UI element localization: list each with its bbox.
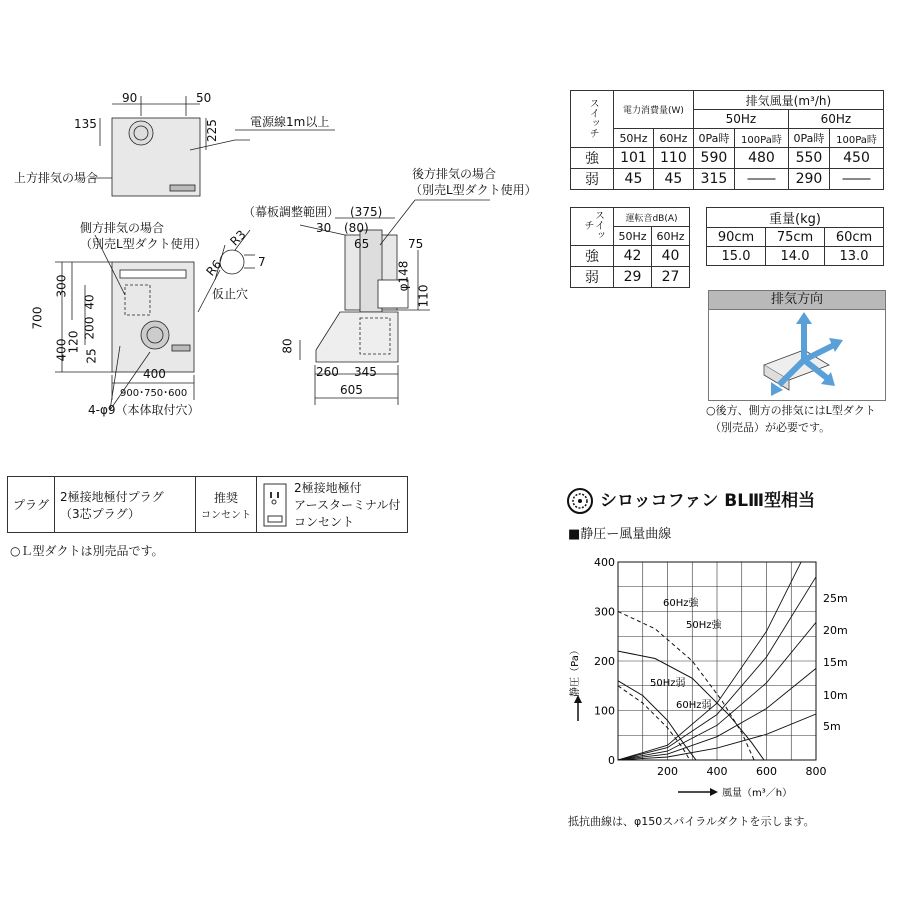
row-weak-a60-0: 290 <box>788 169 829 190</box>
row-weak-c50: 45 <box>614 169 654 190</box>
curve-title: ■静圧ー風量曲線 <box>568 527 672 542</box>
row-weak-a50-100: ―― <box>734 169 788 190</box>
resistance-label: 25m <box>823 592 848 605</box>
y-tick-label: 300 <box>594 605 615 619</box>
noise-50hz: 50Hz <box>614 227 652 246</box>
series-label: 60Hz弱 <box>676 700 712 711</box>
resistance-curve <box>618 550 811 760</box>
x-tick-label: 600 <box>756 765 777 778</box>
dim-30: 30 <box>316 221 332 235</box>
series-label: 50Hz強 <box>686 620 722 631</box>
dim-400-h: 400 <box>143 367 166 381</box>
dim-375: (375) <box>350 205 383 219</box>
exhaust-note-2: （別売品）が必要です。 <box>710 421 831 434</box>
row-weak-c60: 45 <box>653 169 693 190</box>
dim-300: 300 <box>54 274 69 298</box>
pa0-60: 0Pa時 <box>788 129 829 148</box>
outlet-icon <box>262 482 288 528</box>
x-tick-label: 400 <box>706 765 728 778</box>
pa0-50: 0Pa時 <box>693 129 734 148</box>
plug-type-1: 2極接地極付プラグ <box>60 489 164 504</box>
plug-table <box>7 476 408 533</box>
noise-strong-switch: 強 <box>571 246 614 267</box>
dim-phi148: φ148 <box>396 260 411 292</box>
row-weak-switch: 弱 <box>571 169 614 190</box>
dim-400-v: 400 <box>54 338 69 362</box>
dim-605: 605 <box>340 383 363 397</box>
y-tick-label: 0 <box>608 754 615 767</box>
noise-switch-label: スイッチ <box>582 210 604 240</box>
dim-110: 110 <box>416 284 431 308</box>
y-tick-label: 400 <box>594 556 615 569</box>
weight-table <box>706 207 884 266</box>
widths-label: 900･750･600 <box>120 388 188 399</box>
dim-40: 40 <box>82 294 97 310</box>
dim-700: 700 <box>30 306 45 330</box>
dim-80: 80 <box>280 338 295 354</box>
power-cord-label: 電源線1m以上 <box>250 115 330 129</box>
noise-weak-50: 29 <box>614 267 652 288</box>
resistance-label: 5m <box>823 720 841 733</box>
dim-260: 260 <box>316 365 339 379</box>
dim-65: 65 <box>354 237 370 251</box>
row-strong-c50: 101 <box>614 148 654 169</box>
row-weak-a50-0: 315 <box>693 169 734 190</box>
dim-90: 90 <box>122 91 138 105</box>
chart-footnote: 抵抗曲線は、φ150スパイラルダクトを示します。 <box>568 815 815 828</box>
mount-holes-label: 4-φ9（本体取付穴） <box>88 403 200 417</box>
top-exhaust-label: 上方排気の場合 <box>14 171 99 185</box>
dim-50: 50 <box>196 91 212 105</box>
fan-title: シロッコファン BLⅢ型相当 <box>600 491 816 511</box>
resistance-label: 20m <box>823 624 848 637</box>
weight-value-90: 15.0 <box>707 247 766 266</box>
consumption-60hz: 60Hz <box>653 129 693 148</box>
noise-strong-50: 42 <box>614 246 652 267</box>
rear-exhaust-label: 後方排気の場合 <box>412 167 497 181</box>
weight-size-75: 75cm <box>766 228 825 247</box>
y-tick-label: 100 <box>594 704 615 718</box>
airflow-60hz: 60Hz <box>788 110 883 129</box>
airflow-header: 排気風量(m³/h) <box>693 91 883 110</box>
outlet-type-2: アースターミナル付 <box>294 498 401 512</box>
exhaust-direction-box <box>708 309 886 401</box>
power-airflow-table <box>570 90 884 190</box>
y-axis-label: 静圧（Pa） <box>570 645 581 697</box>
duct-note: ○Ｌ型ダクトは別売品です。 <box>10 544 164 558</box>
x-tick-label: 200 <box>657 765 678 778</box>
side-exhaust-note: （別売L型ダクト使用） <box>80 237 207 251</box>
temp-hole-label: 仮止穴 <box>212 287 249 301</box>
series-label: 50Hz弱 <box>650 678 686 689</box>
weight-header: 重量(kg) <box>707 208 884 228</box>
plug-label: プラグ <box>8 477 55 533</box>
switch-label: スイッチ <box>587 97 599 138</box>
resistance-label: 10m <box>823 689 848 702</box>
dim-120: 120 <box>66 330 81 354</box>
noise-weak-60: 27 <box>652 267 690 288</box>
x-axis-label: 風量（m³／h） <box>722 788 793 799</box>
dim-80p: (80) <box>344 221 369 235</box>
exhaust-note-1: ○後方、側方の排気にはL型ダクト <box>706 404 876 417</box>
noise-header: 運転音dB(A) <box>614 208 690 227</box>
y-tick-label: 200 <box>594 655 615 668</box>
rear-exhaust-note: （別売L型ダクト使用） <box>410 183 537 197</box>
dim-200: 200 <box>82 316 97 340</box>
r6-label: R6 <box>203 257 225 279</box>
exhaust-direction-illustration <box>709 310 885 400</box>
exhaust-direction-title: 排気方向 <box>708 290 886 310</box>
dim-25: 25 <box>84 348 99 364</box>
dim-225: 225 <box>205 119 219 142</box>
recommend-outlet: コンセント <box>201 509 252 521</box>
row-strong-a60-100: 450 <box>830 148 884 169</box>
weight-value-75: 14.0 <box>766 247 825 266</box>
row-weak-a60-100: ―― <box>830 169 884 190</box>
weight-size-60: 60cm <box>825 228 884 247</box>
dim-135: 135 <box>74 117 97 131</box>
r3-label: R3 <box>227 227 249 249</box>
noise-strong-60: 40 <box>652 246 690 267</box>
row-strong-a60-0: 550 <box>788 148 829 169</box>
consumption-header: 電力消費量(W) <box>614 91 694 129</box>
static-pressure-airflow-chart <box>560 550 860 810</box>
weight-size-90: 90cm <box>707 228 766 247</box>
outlet-type-1: 2極接地極付 <box>294 481 362 495</box>
noise-weak-switch: 弱 <box>571 267 614 288</box>
row-strong-a50-100: 480 <box>734 148 788 169</box>
sirocco-fan-icon <box>566 487 594 515</box>
noise-60hz: 60Hz <box>652 227 690 246</box>
resistance-label: 15m <box>823 656 848 669</box>
row-strong-a50-0: 590 <box>693 148 734 169</box>
dim-345: 345 <box>354 365 377 379</box>
dim-75: 75 <box>408 237 424 251</box>
side-exhaust-label: 側方排気の場合 <box>80 221 165 235</box>
consumption-50hz: 50Hz <box>614 129 654 148</box>
series-label: 60Hz強 <box>663 598 699 609</box>
dim-7: 7 <box>258 255 266 269</box>
plug-type-2: （3芯プラグ） <box>60 506 141 521</box>
row-strong-c60: 110 <box>653 148 693 169</box>
x-axis-arrowhead <box>710 788 718 796</box>
x-tick-label: 800 <box>805 765 827 778</box>
recommend-label: 推奨 <box>214 490 239 505</box>
pa100-60: 100Pa時 <box>830 129 884 148</box>
outlet-type-3: コンセント <box>294 515 355 529</box>
weight-value-60: 13.0 <box>825 247 884 266</box>
row-strong-switch: 強 <box>571 148 614 169</box>
pa100-50: 100Pa時 <box>734 129 788 148</box>
panel-range-label: （幕板調整範囲） <box>243 205 340 219</box>
airflow-50hz: 50Hz <box>693 110 788 129</box>
noise-table <box>570 207 690 288</box>
